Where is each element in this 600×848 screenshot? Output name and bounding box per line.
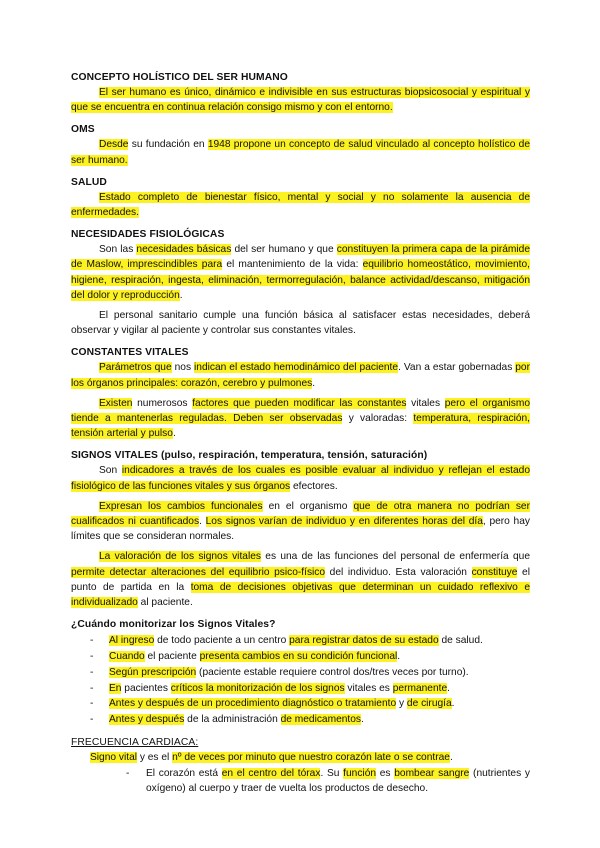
section-frecuencia-cardiaca xyxy=(71,736,530,797)
highlighted-text: que de otra manera no podrían ser cualificados ni cuantificados xyxy=(71,500,530,528)
highlighted-text: Parámetros que xyxy=(99,362,172,374)
paragraph-necesidades-2 xyxy=(71,308,530,338)
list-item xyxy=(71,633,530,649)
highlighted-text: constituyen la primera capa de la pirámide de Maslow, imprescindibles para xyxy=(71,244,531,271)
frecuencia-list xyxy=(71,766,530,796)
highlighted-text: toma de decisiones objetivas que determinan un cuidado reflexivo e individualizado xyxy=(71,581,530,609)
section-concepto-holistico xyxy=(71,71,530,115)
highlighted-text: por los órganos principales: corazón, cerebro y pulmones xyxy=(71,362,530,389)
highlighted-text: Signo vital xyxy=(90,752,138,764)
text-run: el mantenimiento de la vida: xyxy=(222,259,363,271)
highlighted-text: Estado completo de bienestar físico, mental y social y no solamente la ausencia de enfermedades. xyxy=(71,191,530,219)
list-item xyxy=(71,649,530,665)
paragraph-constantes-2 xyxy=(71,396,530,442)
highlighted-text: La valoración de los signos vitales xyxy=(99,551,261,563)
highlighted-text: bombear sangre xyxy=(394,768,470,780)
highlighted-text: Al ingreso xyxy=(109,635,155,647)
text-run: es xyxy=(376,768,395,780)
paragraph-concepto-holistico xyxy=(71,85,530,115)
paragraph-oms xyxy=(71,137,530,167)
paragraph-frecuencia xyxy=(71,750,530,765)
heading-frecuencia-cardiaca: FRECUENCIA CARDIACA: xyxy=(71,737,199,749)
text-run: de todo paciente a un centro xyxy=(154,635,290,647)
highlighted-text: Los signos varían de individuo y en diferentes horas del día xyxy=(205,516,483,528)
heading-oms: OMS xyxy=(71,124,95,136)
text-run: (nutrientes y oxígeno) al cuerpo y traer de vuelta los productos de desecho. xyxy=(146,768,530,795)
text-run: del ser humano y que xyxy=(231,244,337,256)
highlighted-text: nº de veces por minuto que nuestro corazón late o se contrae xyxy=(172,752,450,764)
text-run: Son xyxy=(99,465,122,477)
section-salud xyxy=(71,176,530,220)
section-necesidades-fisiologicas xyxy=(71,228,530,338)
paragraph-constantes-1 xyxy=(71,360,530,390)
highlighted-text: 1948 propone un concepto de salud vinculado al concepto holístico de ser humano. xyxy=(71,139,530,166)
highlighted-text: Cuando xyxy=(109,651,145,663)
section-oms xyxy=(71,123,530,167)
highlighted-text: necesidades básicas xyxy=(136,244,232,256)
text-run: pacientes xyxy=(121,682,171,694)
text-run: y xyxy=(396,698,407,710)
list-item xyxy=(71,665,530,681)
text-run: y es el xyxy=(137,752,173,764)
highlighted-text: en el centro del tórax xyxy=(221,768,321,780)
heading-salud: SALUD xyxy=(71,176,107,188)
text-run: del individuo. Esta valoración xyxy=(325,566,472,578)
highlighted-text: En xyxy=(109,682,122,694)
list-item xyxy=(71,712,530,728)
highlighted-text: función xyxy=(343,768,377,780)
text-run: . xyxy=(172,428,176,440)
text-run: al paciente. xyxy=(137,597,193,609)
highlighted-text: pero el organismo tiende a mantenerlas reguladas. Deben ser observadas xyxy=(71,397,530,425)
highlighted-text: críticos la monitorización de los signos xyxy=(170,682,345,694)
highlighted-text: Expresan los cambios funcionales xyxy=(99,500,263,512)
text-run: El personal sanitario cumple una función básica al satisfacer estas necesidades, deberá observar y vigilar al paciente y controlar sus constantes vitales. xyxy=(71,310,530,337)
text-run: . Su xyxy=(320,768,344,780)
paragraph-salud xyxy=(71,190,530,220)
highlighted-text: El ser humano es único, dinámico e indivisible en sus estructuras biopsicosocial y espiritual y que se encuentra en continua relación consigo mismo y con el entorno. xyxy=(71,87,530,114)
highlighted-text: Antes y después xyxy=(109,714,185,726)
highlighted-text: de medicamentos xyxy=(280,714,362,726)
highlighted-text: constituye xyxy=(471,566,518,578)
text-run: en el organismo xyxy=(262,500,354,512)
monitorizar-list xyxy=(71,633,530,728)
heading-concepto-holistico: CONCEPTO HOLÍSTICO DEL SER HUMANO xyxy=(71,72,288,83)
heading-constantes-vitales: CONSTANTES VITALES xyxy=(71,347,189,359)
text-run: . xyxy=(361,714,364,726)
highlighted-text: factores que pueden modificar las constantes xyxy=(192,397,407,409)
paragraph-signos-3 xyxy=(71,549,530,610)
text-run: nos xyxy=(171,362,195,374)
text-run: . xyxy=(312,377,316,389)
highlighted-text: equilibrio homeostático, movimiento, higiene, respiración, ingesta, eliminación, termorregulación, balance actividad/descanso, mitigación del dolor y reproducción xyxy=(71,259,530,301)
highlighted-text: para registrar datos de su estado xyxy=(289,635,439,647)
paragraph-necesidades-1 xyxy=(71,242,530,303)
list-item xyxy=(71,681,530,697)
text-run: de la administración xyxy=(184,714,281,726)
highlighted-text: Desde xyxy=(99,139,129,151)
text-run: es una de las funciones del personal de enfermería que xyxy=(260,551,530,563)
text-run: . xyxy=(199,516,206,528)
text-run: . Van a estar gobernadas xyxy=(398,362,516,374)
paragraph-signos-2 xyxy=(71,499,530,545)
highlighted-text: indicadores a través de los cuales es posible evaluar al individuo y reflejan el estado fisiológico de las funciones vitales y sus órganos xyxy=(71,465,530,492)
highlighted-text: Según prescripción xyxy=(109,666,197,678)
text-run: Son las xyxy=(99,244,137,256)
text-run: . xyxy=(179,289,183,301)
text-run: el punto de partida en la xyxy=(71,566,530,593)
text-run: . xyxy=(451,698,455,710)
highlighted-text: de cirugía xyxy=(406,698,452,710)
section-cuando-monitorizar xyxy=(71,618,530,728)
list-item xyxy=(71,766,530,796)
text-run: vitales xyxy=(406,397,445,409)
text-run: el paciente xyxy=(144,651,200,663)
heading-signos-vitales: SIGNOS VITALES (pulso, respiración, temperatura, tensión, saturación) xyxy=(71,450,428,462)
paragraph-signos-1 xyxy=(71,463,530,493)
highlighted-text: presenta cambios en su condición funcional xyxy=(199,651,398,663)
heading-cuando-monitorizar: ¿Cuándo monitorizar los Signos Vitales? xyxy=(71,619,276,631)
text-run: . xyxy=(397,651,401,663)
highlighted-text: Existen xyxy=(99,397,133,409)
text-run: . xyxy=(447,682,450,694)
text-run: su fundación en xyxy=(128,139,208,151)
text-run: (paciente estable requiere control dos/tres veces por turno). xyxy=(196,666,469,678)
highlighted-text: permanente xyxy=(392,682,448,694)
text-run: de salud. xyxy=(438,635,483,647)
text-run: efectores. xyxy=(290,480,338,492)
highlighted-text: temperatura, respiración, tensión arterial y pulso xyxy=(71,413,531,440)
text-run: . xyxy=(449,752,453,764)
section-constantes-vitales xyxy=(71,346,530,441)
heading-necesidades-fisiologicas: NECESIDADES FISIOLÓGICAS xyxy=(71,229,225,241)
text-run: numerosos xyxy=(132,397,193,409)
text-run: , pero hay límites que se consideran normales. xyxy=(71,516,530,543)
text-run: vitales es xyxy=(344,682,393,694)
highlighted-text: Antes y después de un procedimiento diagnóstico o tratamiento xyxy=(109,698,397,710)
section-signos-vitales xyxy=(71,449,530,610)
text-run: y valoradas: xyxy=(342,413,414,425)
text-run: El corazón está xyxy=(146,768,222,780)
highlighted-text: indican el estado hemodinámico del paciente xyxy=(194,362,399,374)
list-item xyxy=(71,696,530,712)
highlighted-text: permite detectar alteraciones del equilibrio psico-físico xyxy=(71,566,326,578)
